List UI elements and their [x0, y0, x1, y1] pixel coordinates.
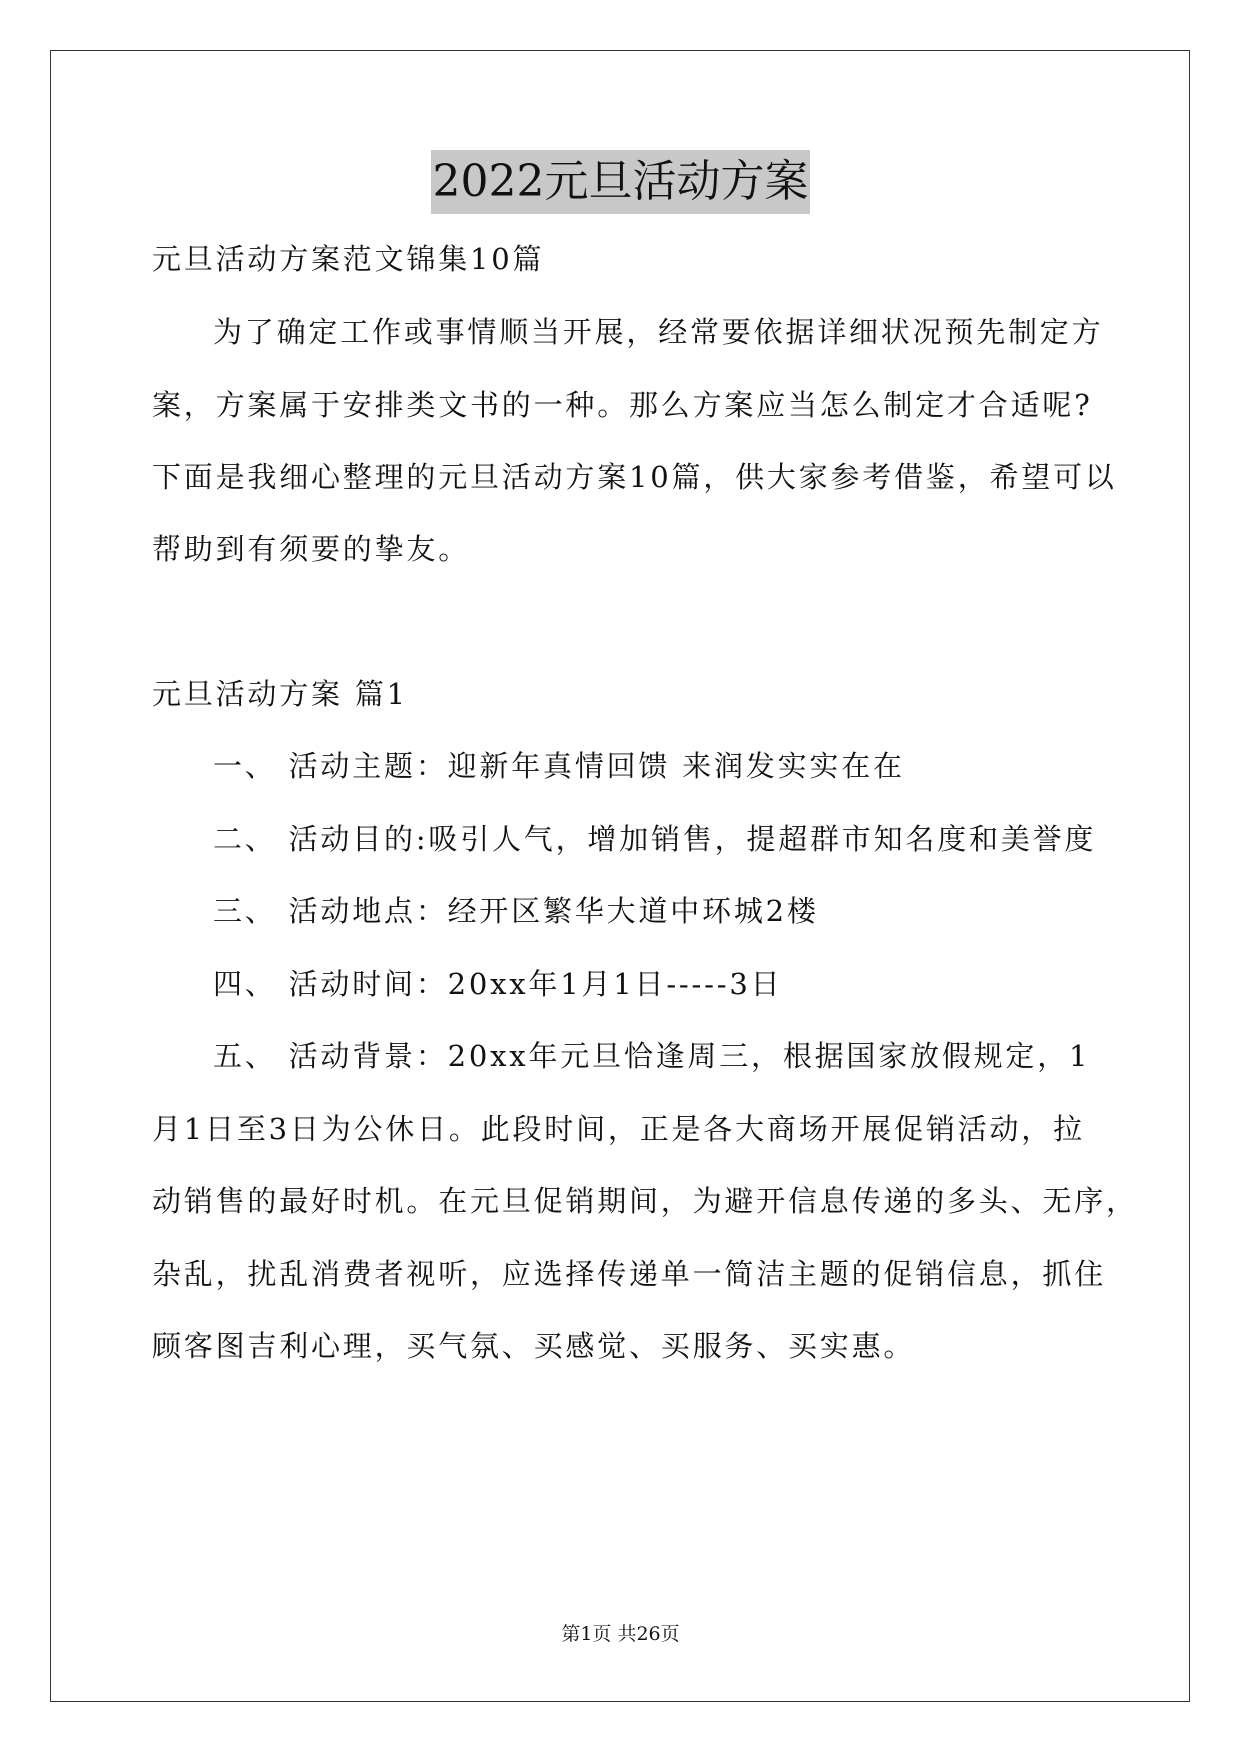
list-item: 一、 活动主题：迎新年真情回馈 来润发实实在在: [213, 749, 905, 783]
title-container: [0, 150, 1241, 214]
background-line: 五、 活动背景：20xx年元旦恰逢周三，根据国家放假规定，1: [213, 1039, 1091, 1073]
subtitle: 元旦活动方案范文锦集10篇: [152, 242, 545, 276]
background-line: 杂乱，扰乱消费者视听，应选择传递单一简洁主题的促销信息，抓住: [152, 1257, 1107, 1291]
intro-line: 帮助到有须要的挚友。: [152, 532, 471, 566]
list-item: 三、 活动地点：经开区繁华大道中环城2楼: [213, 894, 819, 928]
background-line: 顾客图吉利心理，买气氛、买感觉、买服务、买实惠。: [152, 1329, 916, 1363]
section-heading: 元旦活动方案 篇1: [152, 677, 408, 711]
page-border: [50, 50, 1190, 1702]
intro-line: 为了确定工作或事情顺当开展，经常要依据详细状况预先制定方: [213, 315, 1104, 349]
background-line: 动销售的最好时机。在元旦促销期间，为避开信息传递的多头、无序，: [152, 1184, 1138, 1218]
intro-line: 下面是我细心整理的元旦活动方案10篇，供大家参考借鉴，希望可以: [152, 460, 1117, 494]
list-item: 四、 活动时间：20xx年1月1日-----3日: [213, 967, 783, 1001]
list-item: 二、 活动目的:吸引人气，增加销售，提超群市知名度和美誉度: [213, 822, 1097, 856]
intro-line: 案，方案属于安排类文书的一种。那么方案应当怎么制定才合适呢?: [152, 388, 1093, 422]
background-line: 月1日至3日为公休日。此段时间，正是各大商场开展促销活动，拉: [152, 1112, 1085, 1146]
document-title: 2022元旦活动方案: [431, 150, 811, 214]
page-footer: 第1页 共26页: [561, 1623, 680, 1645]
